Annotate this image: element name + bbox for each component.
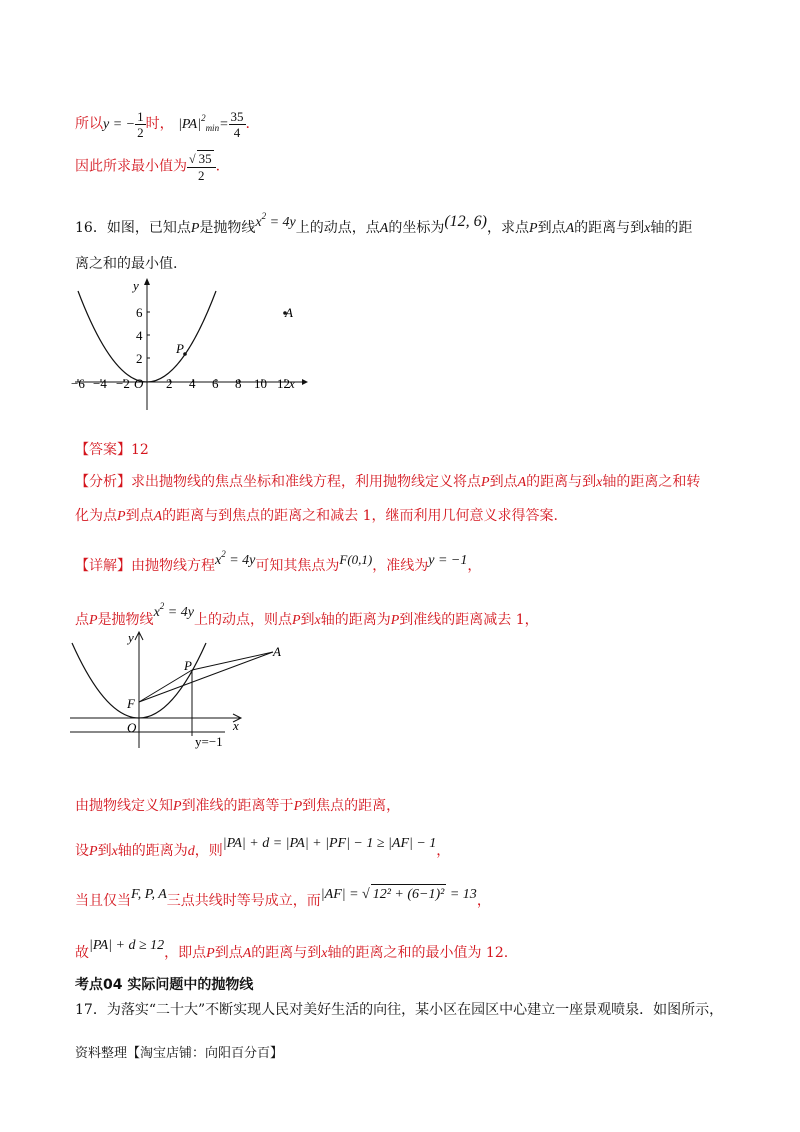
axis-x-label: x — [289, 376, 295, 391]
label-directrix: y=−1 — [195, 734, 223, 749]
conclusion-line4: 故|PA| + d ≥ 12，即点P到点A的距离与到x轴的距离之和的最小值为 12. — [75, 938, 509, 961]
x-tick-10: 10 — [254, 376, 267, 391]
problem17-line1: 17．为落实“二十大”不断实现人民对美好生活的向往，某小区在园区中心建立一座景观喷泉．如图所示， — [75, 1002, 724, 1018]
detail-line2: 点P是抛物线$x^2 = 4y$上的动点，则点P到x轴的距离为P到准线的距离减去 1， — [75, 601, 539, 628]
y-tick-4: 4 — [136, 328, 143, 343]
analysis-line1: 【分析】求出抛物线的焦点坐标和准线方程，利用抛物线定义将点P到点A的距离与到x轴的距离之和转 — [75, 474, 701, 490]
axis-y-label: y — [133, 278, 139, 293]
y-tick-6: 6 — [136, 305, 143, 320]
prev-solution-line1: 所以y = − $\frac{1}{2}$ 时， $|PA|^2_{min}=$ $\frac{35}{4}$ . — [75, 108, 250, 140]
prev-solution-line2: 因此所求最小值为 $\frac{√ 35}{2}$ . — [75, 151, 221, 183]
section-title: 考点04 实际问题中的抛物线 — [75, 977, 254, 993]
conclusion-line2: 设P到x轴的距离为d，则|PA| + d = |PA| + |PF| − 1 ≥ |AF| − 1， — [75, 836, 451, 859]
x-tick-4: 4 — [189, 376, 196, 391]
conclusion-line1: 由抛物线定义知P到准线的距离等于P到焦点的距离， — [75, 798, 401, 814]
answer-tag: 【答案】 — [75, 442, 131, 458]
point-p-label: P — [176, 341, 184, 356]
x-tick-neg2: −2 — [116, 376, 130, 391]
x-tick-neg4: −4 — [93, 376, 107, 391]
analysis-line2: 化为点P到点A的距离与到焦点的距离之和减去 1，继而利用几何意义求得答案. — [75, 508, 558, 524]
parabola-figure-2 — [65, 628, 295, 753]
problem16-line2: 离之和的最小值. — [75, 256, 178, 272]
conclusion-line3: 当且仅当F, P, A三点共线时等号成立，而|AF| = √ 12² + (6−1)² = 13， — [75, 884, 491, 911]
label-f: F — [127, 696, 135, 711]
x-tick-6: 6 — [212, 376, 219, 391]
label-p: P — [184, 658, 192, 673]
x-tick-8: 8 — [235, 376, 242, 391]
x-tick-12: 12 — [277, 376, 290, 391]
answer-line — [75, 440, 149, 460]
fraction-root35-2: $\frac{√ 35}{2}$ — [187, 150, 216, 183]
point-a-label: A — [285, 305, 293, 320]
label-o: O — [127, 720, 137, 735]
origin-label: O — [134, 376, 144, 391]
parabola-figure-1 — [70, 275, 310, 415]
problem16-line1: 16．如图，已知点P是抛物线$x^2 = 4y$上的动点，点A的坐标为(12, 6)，求点P到点A的距离与到x轴的距 — [75, 211, 693, 236]
y-tick-2: 2 — [136, 351, 143, 366]
detail-line1: 【详解】由抛物线方程$x^2 = 4y$可知其焦点为F(0,1)，准线为y = −1， — [75, 549, 482, 574]
x-tick-neg6: −6 — [71, 376, 85, 391]
label-y: y — [128, 630, 134, 645]
fraction-35-4: $\frac{35}{4}$ — [230, 108, 244, 140]
footer-text: 资料整理【淘宝店铺：向阳百分百】 — [75, 1046, 284, 1061]
label-x: x — [233, 718, 239, 733]
x-tick-2: 2 — [166, 376, 173, 391]
answer-value: 12 — [131, 442, 149, 458]
fraction-half: $\frac{1}{2}$ — [137, 108, 144, 140]
label-a: A — [273, 644, 281, 659]
